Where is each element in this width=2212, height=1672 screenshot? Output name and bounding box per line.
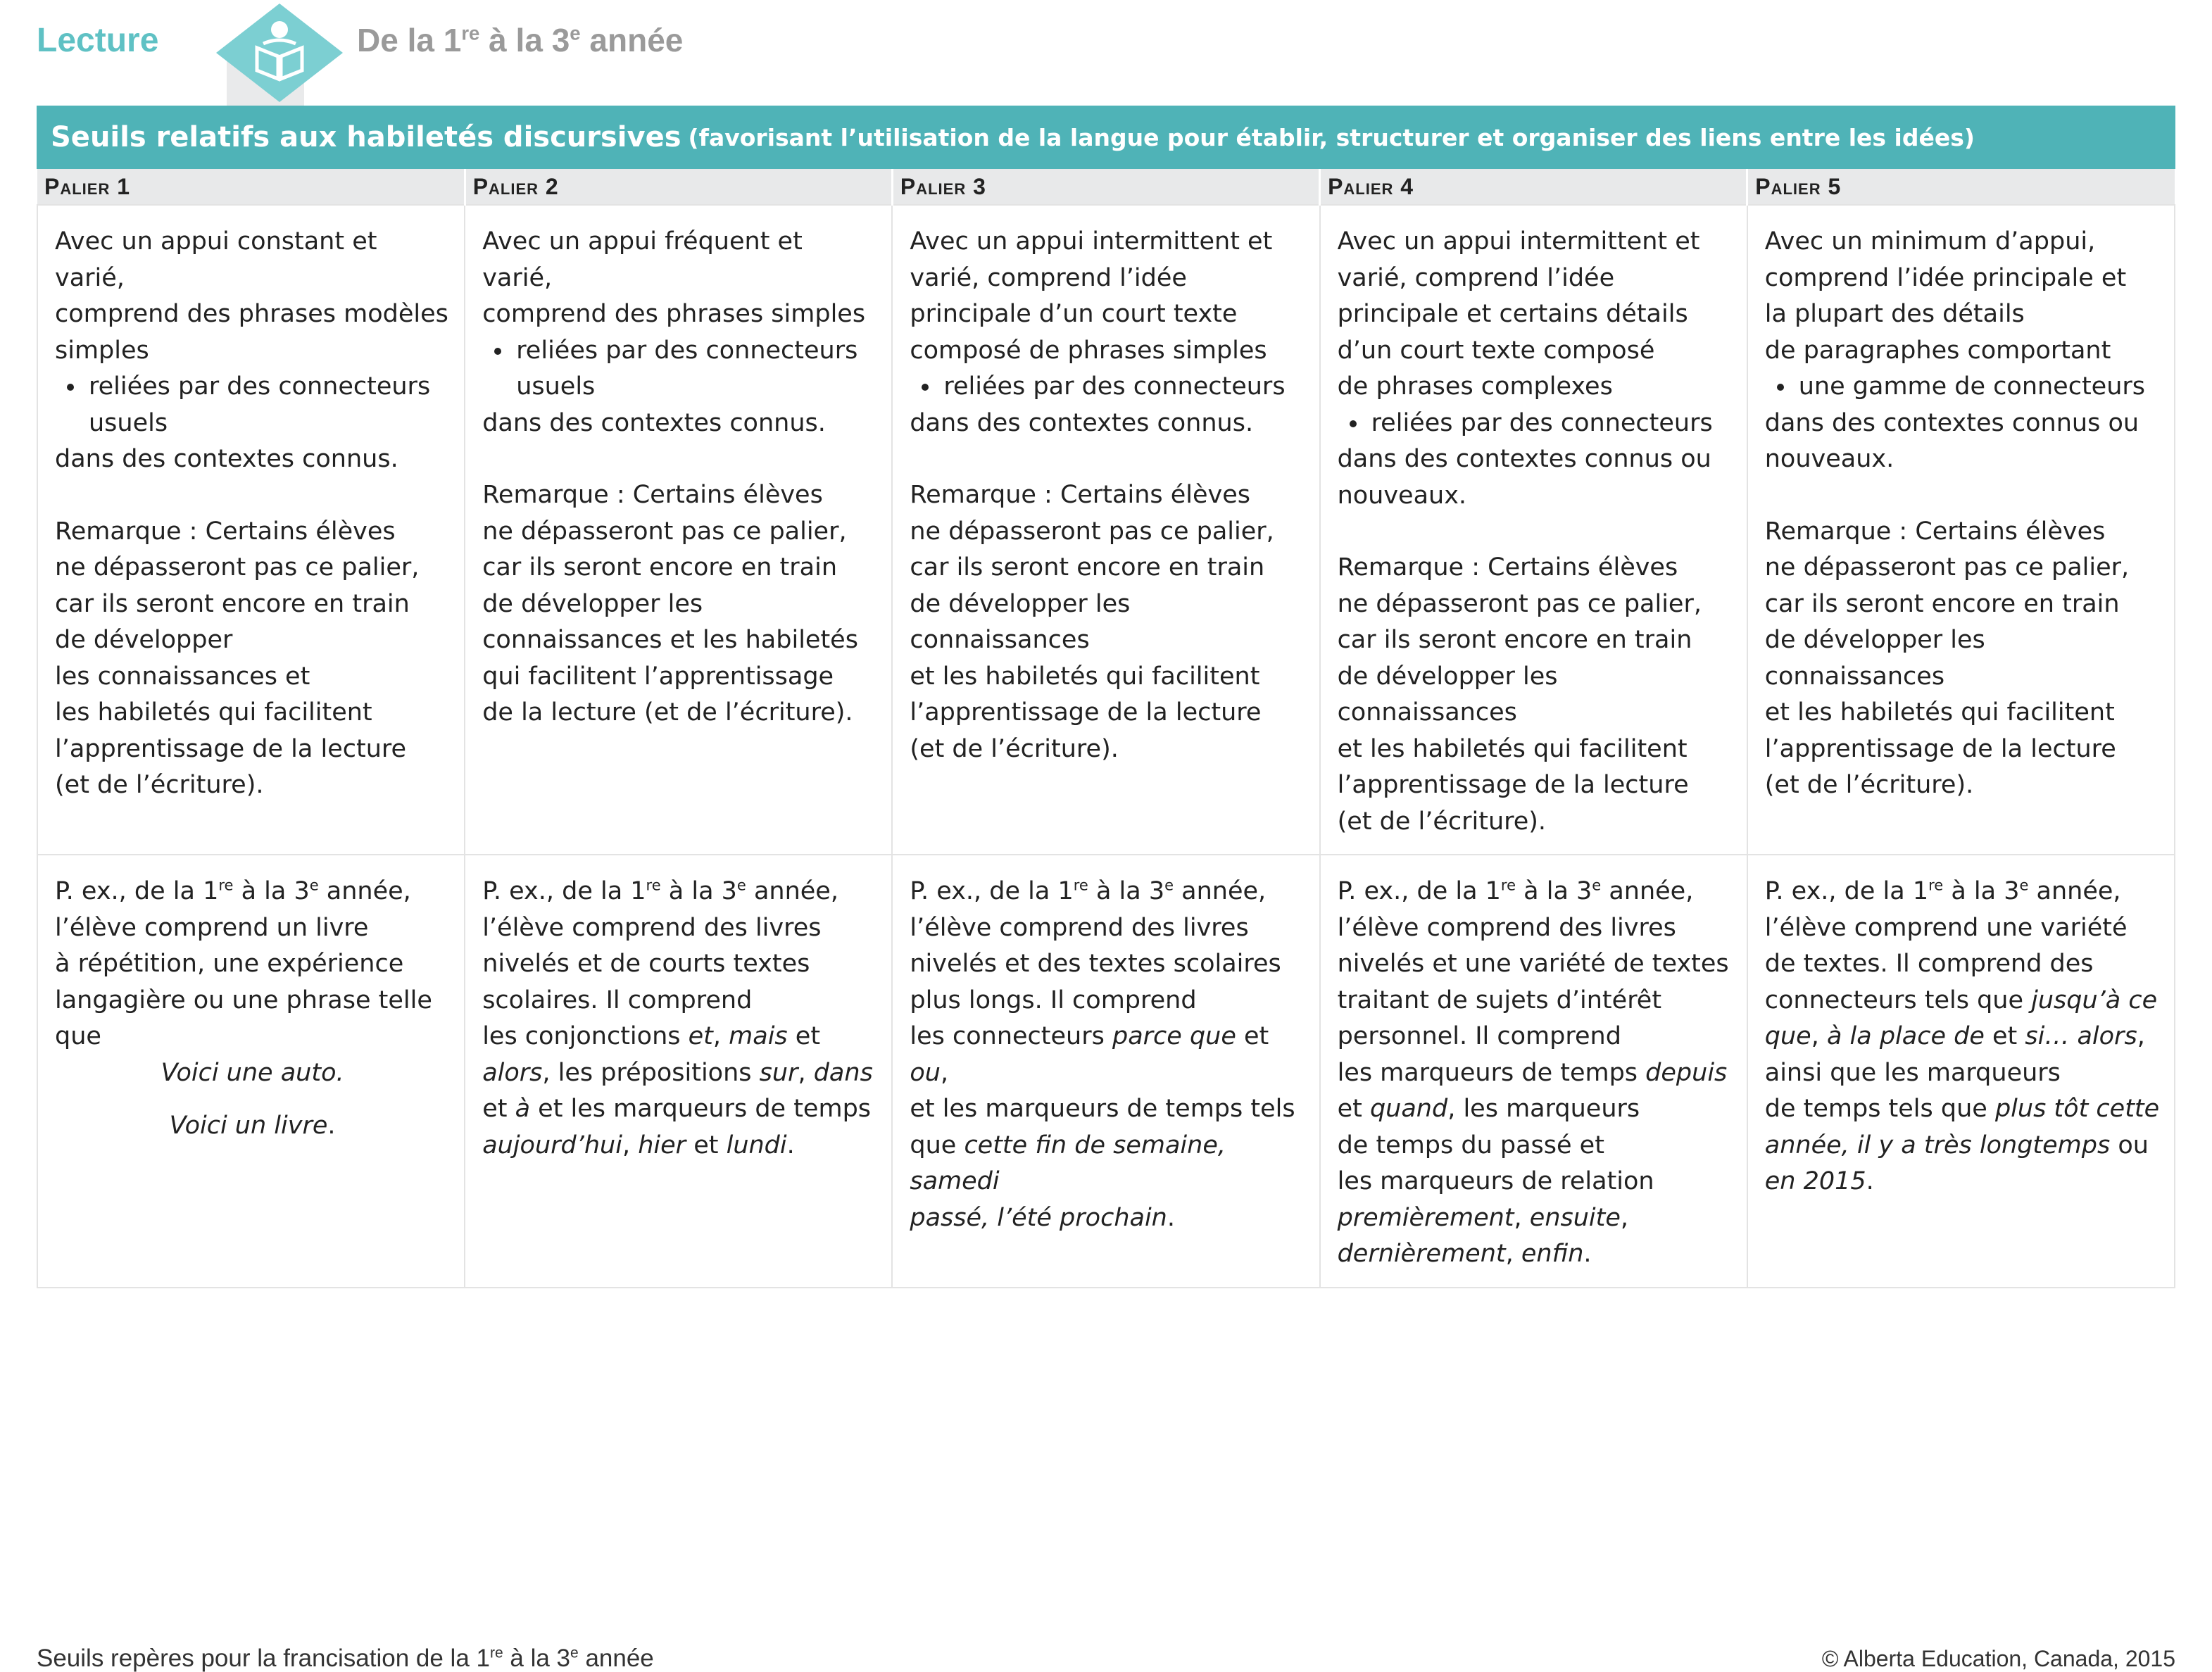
table-title: Seuils relatifs aux habiletés discursives xyxy=(51,121,681,153)
section-label: Lecture xyxy=(37,22,159,59)
description-bullet: • reliées par des connecteurs xyxy=(1369,406,1733,442)
example-text: l’élève comprend des livres nivelés et des textes scolaires plus longs. Il comprend les connecteurs parce que et ou, et les marqueurs de temps tels que cette fin de semaine, samedi passé, l’été prochain. xyxy=(910,913,1295,1232)
description-bullet: • une gamme de connecteurs xyxy=(1796,369,2160,406)
example-prefix: P. ex., de la 1re à la 3e année, xyxy=(910,876,1267,905)
column-header-palier-2: Palier 2 xyxy=(465,169,892,205)
example-prefix: P. ex., de la 1re à la 3e année, xyxy=(482,876,838,905)
description-note: Remarque : Certains élèves ne dépasseront pas ce palier, car ils seront encore en train de développer les connaissances et les habiletés qui facilitent l’apprentissage de la lecture (et de l’écriture). xyxy=(1337,553,1702,836)
description-bullet: • reliées par des connecteurs usuels xyxy=(86,369,450,441)
column-header-palier-3: Palier 3 xyxy=(892,169,1319,205)
thresholds-grid xyxy=(37,169,2175,1288)
thresholds-table xyxy=(37,106,2175,1288)
example-row xyxy=(37,855,2175,1288)
example-cell-palier-4 xyxy=(1320,855,1747,1288)
example-cell-palier-2 xyxy=(465,855,892,1288)
description-context: dans des contextes connus. xyxy=(55,445,398,473)
description-cell-palier-1 xyxy=(37,205,465,855)
example-cell-palier-5 xyxy=(1747,855,2175,1288)
footer-copyright: © Alberta Education, Canada, 2015 xyxy=(1821,1646,2175,1671)
description-note: Remarque : Certains élèves ne dépasseront pas ce palier, car ils seront encore en train de développer les connaissances et les habiletés qui facilitent l’apprentissage de la lecture (et de l’écriture). xyxy=(55,517,420,799)
description-cell-palier-3 xyxy=(892,205,1319,855)
description-cell-palier-2 xyxy=(465,205,892,855)
description-note: Remarque : Certains élèves ne dépasseront pas ce palier, car ils seront encore en train de développer les connaissances et les habiletés qui facilitent l’apprentissage de la lecture (et de l’écriture). xyxy=(910,481,1274,763)
column-header-palier-5: Palier 5 xyxy=(1747,169,2175,205)
column-header-row xyxy=(37,169,2175,205)
description-row xyxy=(37,205,2175,855)
table-subtitle: (favorisant l’utilisation de la langue pour établir, structurer et organiser des liens entre les idées) xyxy=(688,123,1975,151)
description-context: dans des contextes connus ou nouveaux. xyxy=(1764,408,2139,473)
example-text: l’élève comprend un livre à répétition, une expérience langagière ou une phrase telle que xyxy=(55,913,432,1050)
grade-range: De la 1re à la 3e année xyxy=(357,22,684,58)
description-context: dans des contextes connus. xyxy=(482,408,826,437)
example-prefix: P. ex., de la 1re à la 3e année, xyxy=(1764,876,2121,905)
description-intro: Avec un appui intermittent et varié, comprend l’idée principale et certains détails d’un court texte composé de phrases complexes xyxy=(1337,227,1700,401)
description-note: Remarque : Certains élèves ne dépasseront pas ce palier, car ils seront encore en train de développer les connaissances et les habiletés qui facilitent l’apprentissage de la lecture (et de l’écriture). xyxy=(482,481,858,727)
example-text: l’élève comprend une variété de textes. Il comprend des connecteurs tels que jusqu’à ce que, à la place de et si… alors, ainsi que les marqueurs de temps tels que plus tôt cette année, il y a très longtemps ou en 2015. xyxy=(1764,913,2160,1195)
description-intro: Avec un appui fréquent et varié, comprend des phrases simples xyxy=(482,227,866,328)
description-cell-palier-4 xyxy=(1320,205,1747,855)
example-cell-palier-1 xyxy=(37,855,465,1288)
example-prefix: P. ex., de la 1re à la 3e année, xyxy=(1337,876,1694,905)
table-title-bar xyxy=(37,106,2175,169)
description-intro: Avec un appui intermittent et varié, comprend l’idée principale d’un court texte composé de phrases simples xyxy=(910,227,1273,365)
page-header xyxy=(37,0,881,106)
example-prefix: P. ex., de la 1re à la 3e année, xyxy=(55,876,411,905)
column-header-palier-1: Palier 1 xyxy=(37,169,465,205)
description-intro: Avec un minimum d’appui, comprend l’idée principale et la plupart des détails de paragraphes comportant xyxy=(1764,227,2127,365)
footer-document-title: Seuils repères pour la francisation de la 1re à la 3e année xyxy=(37,1645,654,1672)
description-bullet: • reliées par des connecteurs usuels xyxy=(513,333,877,406)
example-cell-palier-3 xyxy=(892,855,1319,1288)
description-intro: Avec un appui constant et varié, comprend des phrases modèles simples xyxy=(55,227,448,365)
description-context: dans des contextes connus. xyxy=(910,408,1254,437)
example-quote: Voici un livre. xyxy=(169,1112,336,1140)
example-quote: Voici une auto. xyxy=(161,1058,344,1087)
description-cell-palier-5 xyxy=(1747,205,2175,855)
description-bullet: • reliées par des connecteurs xyxy=(941,369,1305,406)
description-note: Remarque : Certains élèves ne dépasseront pas ce palier, car ils seront encore en train de développer les connaissances et les habiletés qui facilitent l’apprentissage de la lecture (et de l’écriture). xyxy=(1764,517,2130,799)
description-context: dans des contextes connus ou nouveaux. xyxy=(1337,445,1711,510)
column-header-palier-4: Palier 4 xyxy=(1320,169,1747,205)
reading-book-icon xyxy=(184,0,375,106)
example-text: l’élève comprend des livres nivelés et une variété de textes traitant de sujets d’intérêt personnel. Il comprend les marqueurs de temps depuis et quand, les marqueurs de temps du passé et les marqueurs de relation premièrement, ensuite, dernièrement, enfin. xyxy=(1337,913,1729,1268)
example-text: l’élève comprend des livres nivelés et de courts textes scolaires. Il comprend les conjonctions et, mais et alors, les prépositions sur, dans et à et les marqueurs de temps aujourd’hui, hier et lundi. xyxy=(482,913,873,1159)
